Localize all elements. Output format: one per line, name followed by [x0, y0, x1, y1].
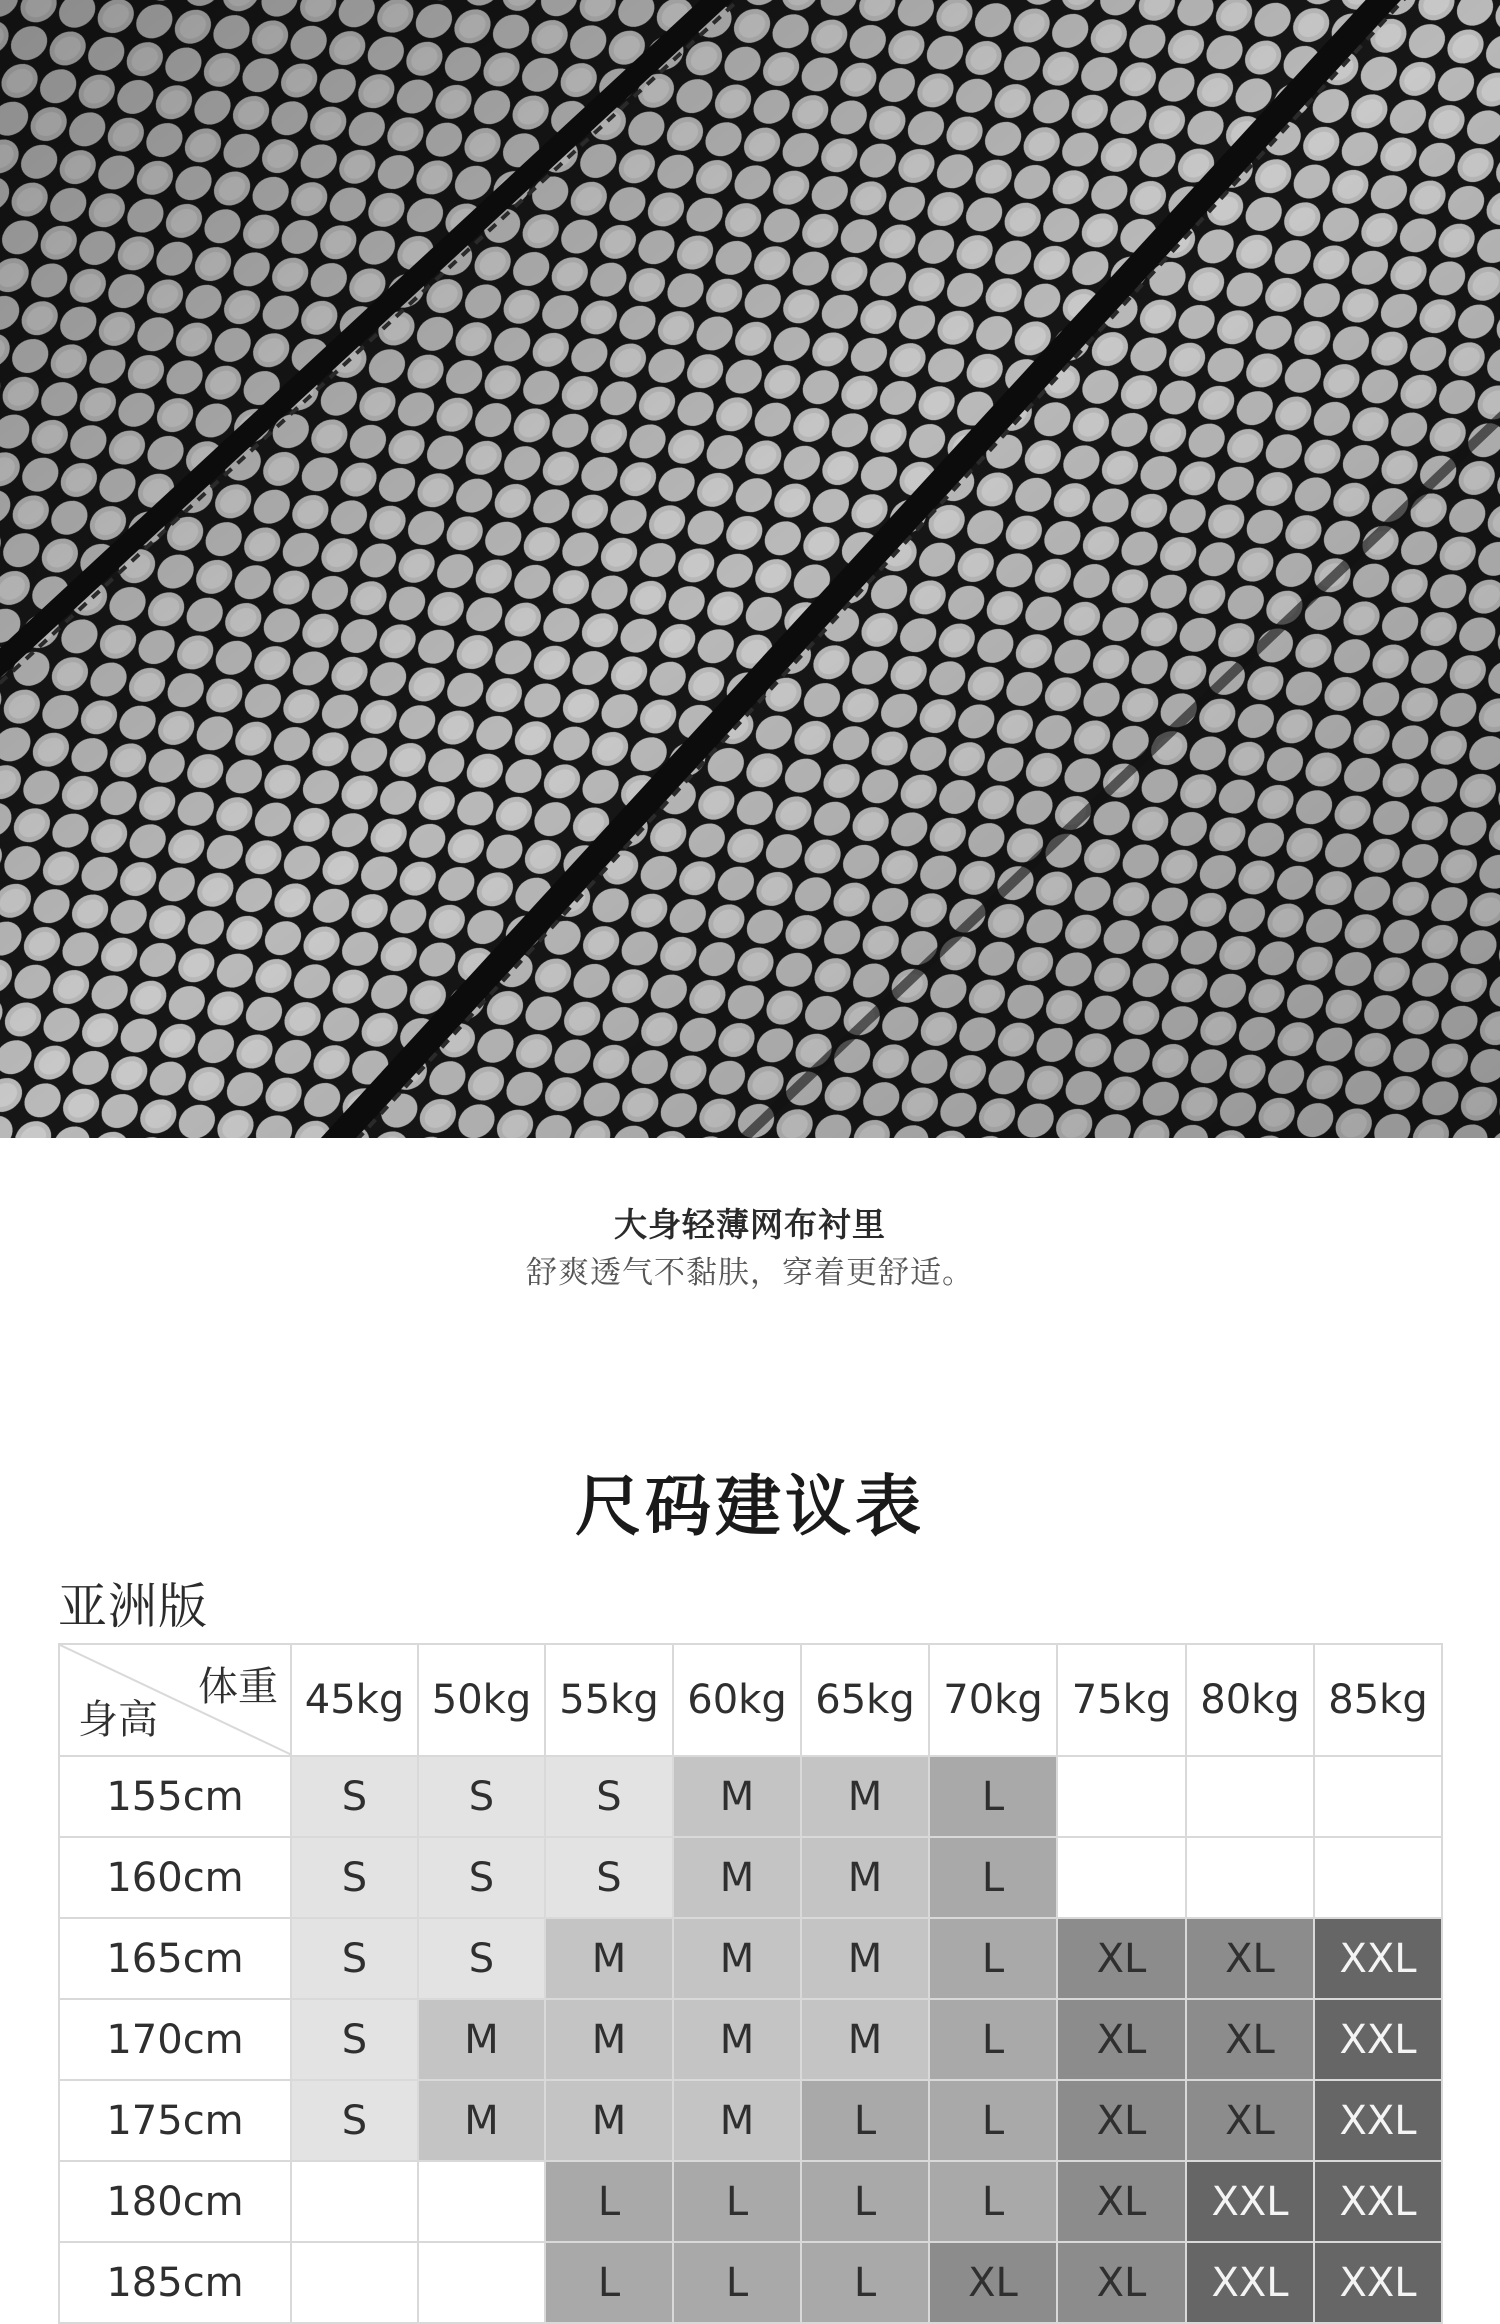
size-cell: L	[929, 1837, 1057, 1918]
size-cell: XL	[1057, 2080, 1186, 2161]
height-cell: 165cm	[59, 1918, 291, 1999]
size-version-label: 亚洲版	[58, 1578, 209, 1635]
empty-size-cell	[1057, 1837, 1186, 1918]
size-cell: L	[929, 1999, 1057, 2080]
weight-header-cell: 70kg	[929, 1644, 1057, 1756]
empty-size-cell	[291, 2242, 418, 2323]
table-row	[59, 1999, 1442, 2080]
size-cell: XL	[1057, 1999, 1186, 2080]
feature-title: 大身轻薄网布衬里	[614, 1205, 886, 1244]
empty-size-cell	[1314, 1756, 1442, 1837]
size-cell: M	[418, 1999, 545, 2080]
empty-size-cell	[418, 2161, 545, 2242]
weight-header-cell: 85kg	[1314, 1644, 1442, 1756]
size-cell: XL	[1057, 1918, 1186, 1999]
size-cell: M	[673, 1999, 801, 2080]
size-cell: L	[545, 2242, 673, 2323]
size-cell: S	[418, 1756, 545, 1837]
size-cell: XL	[1057, 2242, 1186, 2323]
height-cell: 185cm	[59, 2242, 291, 2323]
weight-header-cell: 45kg	[291, 1644, 418, 1756]
weight-header-cell: 50kg	[418, 1644, 545, 1756]
feature-description: 舒爽透气不黏肤，穿着更舒适。	[526, 1255, 974, 1291]
weight-axis-label: 体重	[198, 1664, 278, 1710]
size-cell: L	[545, 2161, 673, 2242]
size-cell: XXL	[1314, 1918, 1442, 1999]
table-row	[59, 2080, 1442, 2161]
weight-header-cell: 75kg	[1057, 1644, 1186, 1756]
size-cell: XL	[1186, 2080, 1314, 2161]
size-cell: M	[801, 1756, 929, 1837]
size-cell: M	[545, 1999, 673, 2080]
table-row	[59, 1756, 1442, 1837]
height-cell: 175cm	[59, 2080, 291, 2161]
size-cell: L	[929, 1756, 1057, 1837]
weight-header-cell: 80kg	[1186, 1644, 1314, 1756]
size-cell: S	[291, 1918, 418, 1999]
size-cell: M	[418, 2080, 545, 2161]
size-cell: S	[418, 1837, 545, 1918]
weight-header-cell: 55kg	[545, 1644, 673, 1756]
size-cell: L	[801, 2080, 929, 2161]
size-cell: L	[801, 2242, 929, 2323]
empty-size-cell	[1186, 1837, 1314, 1918]
size-cell: XXL	[1314, 2080, 1442, 2161]
size-cell: XXL	[1314, 2161, 1442, 2242]
table-row	[59, 1837, 1442, 1918]
size-cell: M	[545, 2080, 673, 2161]
table-row	[59, 2242, 1442, 2323]
height-cell: 160cm	[59, 1837, 291, 1918]
size-cell: XXL	[1314, 1999, 1442, 2080]
height-axis-label: 身高	[78, 1697, 158, 1743]
height-cell: 180cm	[59, 2161, 291, 2242]
size-cell: L	[801, 2161, 929, 2242]
size-chart-table	[58, 1643, 1443, 2324]
size-cell: M	[545, 1918, 673, 1999]
size-cell: L	[929, 1918, 1057, 1999]
empty-size-cell	[291, 2161, 418, 2242]
size-table-body	[59, 1756, 1442, 2323]
size-cell: XL	[1057, 2161, 1186, 2242]
size-cell: L	[929, 2161, 1057, 2242]
weight-header-cell: 60kg	[673, 1644, 801, 1756]
size-cell: XXL	[1314, 2242, 1442, 2323]
empty-size-cell	[1314, 1837, 1442, 1918]
size-cell: S	[291, 1999, 418, 2080]
weight-header-cell: 65kg	[801, 1644, 929, 1756]
mesh-fabric-photo	[0, 0, 1500, 1138]
size-cell: M	[801, 1999, 929, 2080]
size-cell: XXL	[1186, 2242, 1314, 2323]
table-row	[59, 2161, 1442, 2242]
size-cell: S	[545, 1837, 673, 1918]
size-cell: S	[545, 1756, 673, 1837]
weight-header-row	[59, 1644, 1442, 1756]
size-cell: S	[291, 2080, 418, 2161]
size-cell: M	[673, 1918, 801, 1999]
height-cell: 155cm	[59, 1756, 291, 1837]
size-cell: L	[673, 2161, 801, 2242]
size-cell: L	[673, 2242, 801, 2323]
size-cell: S	[291, 1756, 418, 1837]
size-chart-title: 尺码建议表	[575, 1468, 925, 1545]
empty-size-cell	[1057, 1756, 1186, 1837]
size-cell: M	[673, 1837, 801, 1918]
empty-size-cell	[418, 2242, 545, 2323]
size-cell: XXL	[1186, 2161, 1314, 2242]
table-corner-cell	[59, 1644, 291, 1756]
size-cell: M	[673, 2080, 801, 2161]
empty-size-cell	[1186, 1756, 1314, 1837]
size-cell: M	[673, 1756, 801, 1837]
size-cell: M	[801, 1918, 929, 1999]
size-cell: L	[929, 2080, 1057, 2161]
size-cell: XL	[929, 2242, 1057, 2323]
size-cell: M	[801, 1837, 929, 1918]
size-cell: XL	[1186, 1999, 1314, 2080]
size-cell: S	[418, 1918, 545, 1999]
table-row	[59, 1918, 1442, 1999]
size-cell: S	[291, 1837, 418, 1918]
height-cell: 170cm	[59, 1999, 291, 2080]
size-cell: XL	[1186, 1918, 1314, 1999]
